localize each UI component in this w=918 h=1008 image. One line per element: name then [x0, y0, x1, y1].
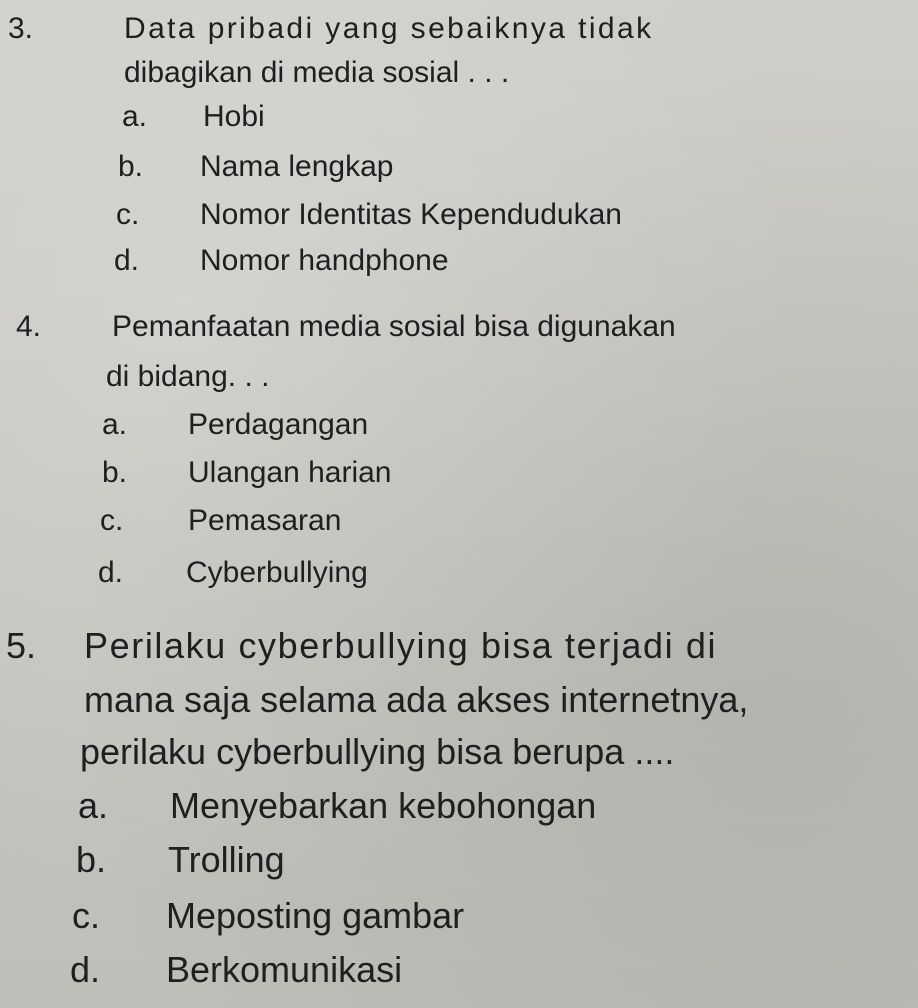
option-letter: d. [114, 244, 140, 277]
option-letter: b. [118, 150, 144, 183]
option-text: Berkomunikasi [166, 949, 403, 990]
option-text: Nomor Identitas Kependudukan [200, 198, 622, 231]
option-letter: b. [76, 839, 107, 880]
option-letter: d. [70, 949, 101, 990]
option-letter: c. [100, 504, 124, 537]
question-number: 4. [16, 310, 42, 343]
option-letter: c. [72, 895, 101, 936]
option-text: Meposting gambar [166, 895, 465, 936]
option-letter: b. [102, 456, 128, 489]
question-stem-line: perilaku cyberbullying bisa berupa .... [80, 731, 675, 772]
question-stem-line: di bidang. . . [106, 360, 270, 393]
question-number: 3. [8, 12, 34, 45]
option-letter: c. [116, 198, 140, 231]
question-stem-line: mana saja selama ada akses internetnya, [84, 679, 749, 720]
option-text: Nama lengkap [200, 150, 394, 183]
option-text: Perdagangan [188, 408, 369, 441]
option-text: Trolling [168, 839, 285, 880]
option-text: Pemasaran [188, 504, 342, 537]
option-text: Ulangan harian [188, 456, 392, 489]
question-number: 5. [6, 625, 37, 666]
option-text: Hobi [203, 100, 265, 133]
option-letter: a. [122, 100, 148, 133]
option-text: Cyberbullying [186, 556, 368, 589]
question-stem-line: Pemanfaatan media sosial bisa digunakan [112, 310, 676, 343]
option-text: Menyebarkan kebohongan [170, 785, 597, 826]
option-letter: a. [78, 785, 109, 826]
option-text: Nomor handphone [200, 244, 449, 277]
option-letter: a. [102, 408, 128, 441]
question-stem-line: Data pribadi yang sebaiknya tidak [124, 12, 654, 45]
question-stem-line: dibagikan di media sosial . . . [124, 56, 510, 89]
question-stem-line: Perilaku cyberbullying bisa terjadi di [84, 625, 718, 666]
option-letter: d. [98, 556, 124, 589]
